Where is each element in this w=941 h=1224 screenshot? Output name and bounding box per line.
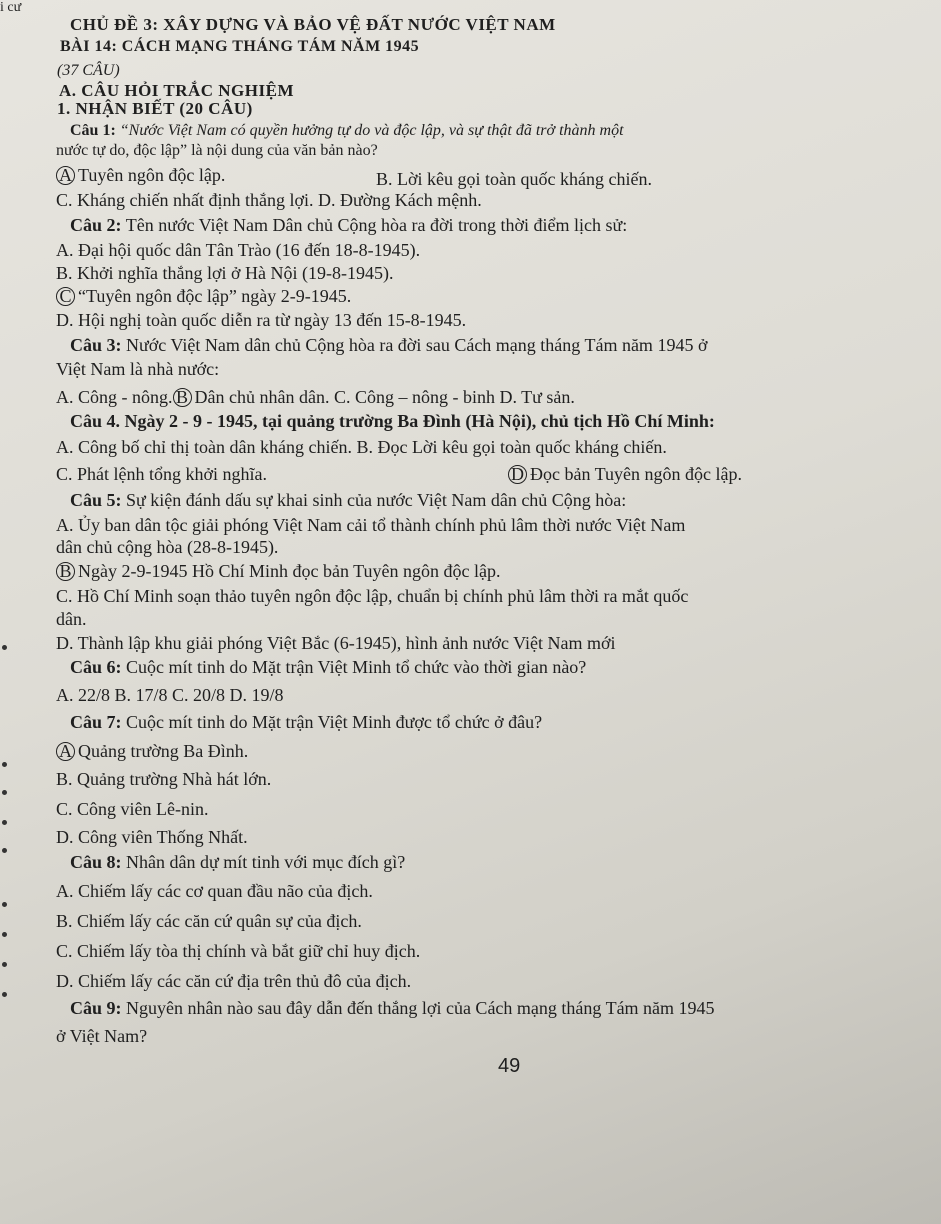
q4-stem: Câu 4. Ngày 2 - 9 - 1945, tại quảng trường Ba Đình (Hà Nội), chủ tịch Hồ Chí Minh: bbox=[70, 411, 715, 431]
q5-option-c-line2: dân. bbox=[56, 609, 87, 629]
q5-option-a-line2: dân chủ cộng hòa (28-8-1945). bbox=[56, 537, 279, 557]
margin-dot bbox=[2, 820, 7, 825]
q1-option-b: B. Lời kêu gọi toàn quốc kháng chiến. bbox=[376, 169, 652, 189]
q1-option-cd: C. Kháng chiến nhất định thắng lợi. D. Đường Kách mệnh. bbox=[56, 190, 482, 210]
q2-option-b: B. Khởi nghĩa thắng lợi ở Hà Nội (19-8-1945). bbox=[56, 263, 394, 283]
lesson-title: BÀI 14: CÁCH MẠNG THÁNG TÁM NĂM 1945 bbox=[60, 38, 420, 55]
q1-label: Câu 1: bbox=[70, 122, 116, 139]
q2-option-a: A. Đại hội quốc dân Tân Trào (16 đến 18-8-1945). bbox=[56, 240, 421, 260]
q9-line1: Câu 9: Nguyên nhân nào sau đây dẫn đến thắng lợi của Cách mạng tháng Tám năm 1945 bbox=[70, 998, 715, 1018]
margin-dot bbox=[2, 932, 7, 937]
question-count: (37 CÂU) bbox=[57, 62, 120, 79]
q2-option-d: D. Hội nghị toàn quốc diễn ra từ ngày 13 đến 15-8-1945. bbox=[56, 310, 467, 330]
q7-stem: Câu 7: Cuộc mít tinh do Mặt trận Việt Minh được tổ chức ở đâu? bbox=[70, 712, 543, 732]
margin-dot bbox=[2, 848, 7, 853]
q8-option-d: D. Chiếm lấy các căn cứ địa trên thủ đô của địch. bbox=[56, 971, 412, 991]
q8-stem: Câu 8: Nhân dân dự mít tinh với mục đích gì? bbox=[70, 852, 406, 872]
answer-circle-mark: C bbox=[56, 287, 75, 306]
q2-stem: Câu 2: Tên nước Việt Nam Dân chủ Cộng hòa ra đời trong thời điểm lịch sử: bbox=[70, 215, 628, 235]
q4-option-c: C. Phát lệnh tổng khởi nghĩa. bbox=[56, 464, 268, 484]
margin-dot bbox=[2, 762, 7, 767]
section-title: A. CÂU HỎI TRẮC NGHIỆM bbox=[59, 81, 295, 100]
q3-options: A. Công - nông. B Dân chủ nhân dân. C. Công – nông - binh D. Tư sản. bbox=[56, 387, 575, 407]
page-number: 49 bbox=[498, 1055, 521, 1077]
q7-option-c: C. Công viên Lê-nin. bbox=[56, 799, 209, 819]
q1-line1 bbox=[70, 122, 624, 140]
corner-fragment: i cư bbox=[0, 0, 22, 15]
q3-line1: Câu 3: Nước Việt Nam dân chủ Cộng hòa ra đời sau Cách mạng tháng Tám năm 1945 ở bbox=[70, 335, 708, 355]
answer-circle-mark: A bbox=[56, 166, 75, 185]
q5-stem: Câu 5: Sự kiện đánh dấu sự khai sinh của nước Việt Nam dân chủ Cộng hòa: bbox=[70, 490, 627, 510]
answer-circle-mark: A bbox=[56, 742, 75, 761]
q5-option-d: D. Thành lập khu giải phóng Việt Bắc (6-1945), hình ảnh nước Việt Nam mới bbox=[56, 633, 616, 653]
answer-circle-mark: B bbox=[173, 388, 192, 407]
q4-option-ab: A. Công bố chỉ thị toàn dân kháng chiến. B. Đọc Lời kêu gọi toàn quốc kháng chiến. bbox=[56, 437, 667, 457]
q1-stem-1: “Nước Việt Nam có quyền hưởng tự do và độc lập, và sự thật đã trở thành một bbox=[119, 122, 624, 139]
q1-option-a: A Tuyên ngôn độc lập. bbox=[56, 166, 225, 186]
q9-line2: ở Việt Nam? bbox=[56, 1026, 148, 1046]
margin-dot bbox=[2, 902, 7, 907]
subsection-title: 1. NHẬN BIẾT (20 CÂU) bbox=[57, 99, 253, 118]
q6-options: A. 22/8 B. 17/8 C. 20/8 D. 19/8 bbox=[56, 685, 284, 705]
q8-option-c: C. Chiếm lấy tòa thị chính và bắt giữ chỉ huy địch. bbox=[56, 941, 421, 961]
q5-option-c-line1: C. Hồ Chí Minh soạn thảo tuyên ngôn độc lập, chuẩn bị chính phủ lâm thời ra mắt quốc bbox=[56, 586, 689, 606]
q4-option-d: D Đọc bản Tuyên ngôn độc lập. bbox=[508, 465, 742, 485]
answer-circle-mark: B bbox=[56, 562, 75, 581]
q1-line2: nước tự do, độc lập” là nội dung của văn bản nào? bbox=[56, 142, 378, 159]
q8-option-b: B. Chiếm lấy các căn cứ quân sự của địch. bbox=[56, 911, 362, 931]
q7-option-b: B. Quảng trường Nhà hát lớn. bbox=[56, 769, 272, 789]
margin-dot bbox=[2, 992, 7, 997]
q2-option-c: C “Tuyên ngôn độc lập” ngày 2-9-1945. bbox=[56, 287, 351, 307]
q5-option-a-line1: A. Ủy ban dân tộc giải phóng Việt Nam cải tổ thành chính phủ lâm thời nước Việt Nam bbox=[56, 515, 686, 535]
topic-title: CHỦ ĐỀ 3: XÂY DỰNG VÀ BẢO VỆ ĐẤT NƯỚC VIỆT NAM bbox=[70, 15, 556, 34]
q6-stem: Câu 6: Cuộc mít tinh do Mặt trận Việt Minh tổ chức vào thời gian nào? bbox=[70, 657, 587, 677]
margin-dot bbox=[2, 790, 7, 795]
q7-option-d: D. Công viên Thống Nhất. bbox=[56, 827, 248, 847]
q8-option-a: A. Chiếm lấy các cơ quan đầu não của địch. bbox=[56, 881, 373, 901]
q3-line2: Việt Nam là nhà nước: bbox=[56, 359, 220, 379]
margin-dot bbox=[2, 645, 7, 650]
q5-option-b: B Ngày 2-9-1945 Hồ Chí Minh đọc bản Tuyên ngôn độc lập. bbox=[56, 562, 500, 582]
answer-circle-mark: D bbox=[508, 465, 527, 484]
q7-option-a: A Quảng trường Ba Đình. bbox=[56, 742, 248, 762]
margin-dot bbox=[2, 962, 7, 967]
